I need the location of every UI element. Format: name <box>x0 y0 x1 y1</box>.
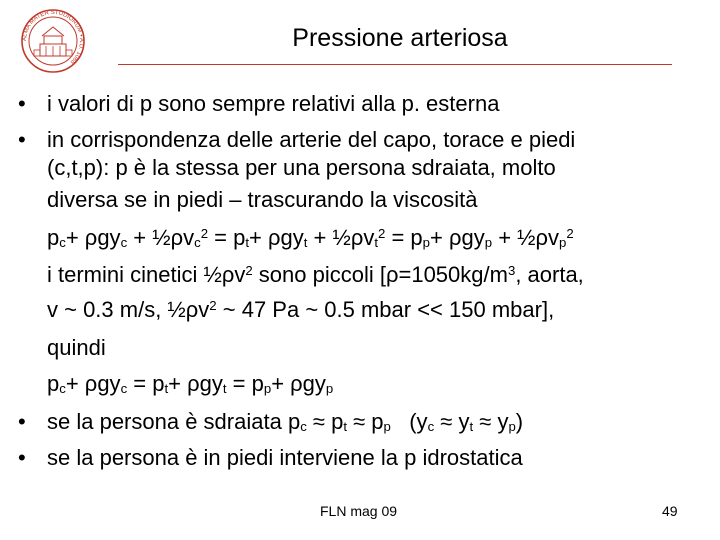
bullet-dot: • <box>18 127 26 152</box>
bullet-3-text: se la persona è sdraiata $p_c \approx p_t \approx p_p$ $(y_c \approx y_t \approx y_p)$ <box>47 409 524 434</box>
bullet-dot: • <box>18 91 26 116</box>
bullet-2-line-2: (c,t,p): p è la stessa per una persona sdraiata, molto <box>47 155 556 180</box>
bullet-dot: • <box>18 409 26 434</box>
bullet-1-text: i valori di p sono sempre relativi alla p. esterna <box>47 91 500 116</box>
university-seal-logo <box>20 8 86 74</box>
bullet-4-text: se la persona è in piedi interviene la p idrostatica <box>47 445 523 470</box>
hydrostatic-equation: $p_c+ \rho gy_c = p_t+ \rho gy_t = p_p+ \rho gy_p$ <box>47 371 334 396</box>
kinetic-terms-line: i termini cinetici $\frac{1}{2}\rho v^2$ sono piccoli [$\rho=1050kg/m^3$, aorta, <box>47 262 584 287</box>
bullet-dot: • <box>18 445 26 470</box>
seal-text: ALMA MATER STUDIORUM • A.D. 1088 <box>21 9 85 65</box>
velocity-line: v ~ 0.3 m/s, $\frac{1}{2}\rho v^2$ ~ 47 Pa ~ 0.5 mbar << 150 mbar], <box>47 297 555 322</box>
quindi-text: quindi <box>47 335 106 360</box>
bullet-2-text: in corrispondenza delle arterie del capo, torace e piedi <box>47 127 576 152</box>
page-number: 49 <box>662 503 678 519</box>
footer-course-date: FLN mag 09 <box>320 503 398 519</box>
bullet-2-line-3: diversa se in piedi – trascurando la viscosità <box>47 187 478 212</box>
slide-title: Pressione arteriosa <box>292 24 508 52</box>
title-rule <box>118 64 672 65</box>
bernoulli-equation-full: $p_c+ \rho gy_c$ + $\frac{1}{2}\rho v_c^2 = p_t+ \rho gy_t$ + $\frac{1}{2}\rho v_t^2 = p_p+ \rho gy_p$ + $\frac{1}{2}\rho v_p^2$ <box>47 225 574 250</box>
